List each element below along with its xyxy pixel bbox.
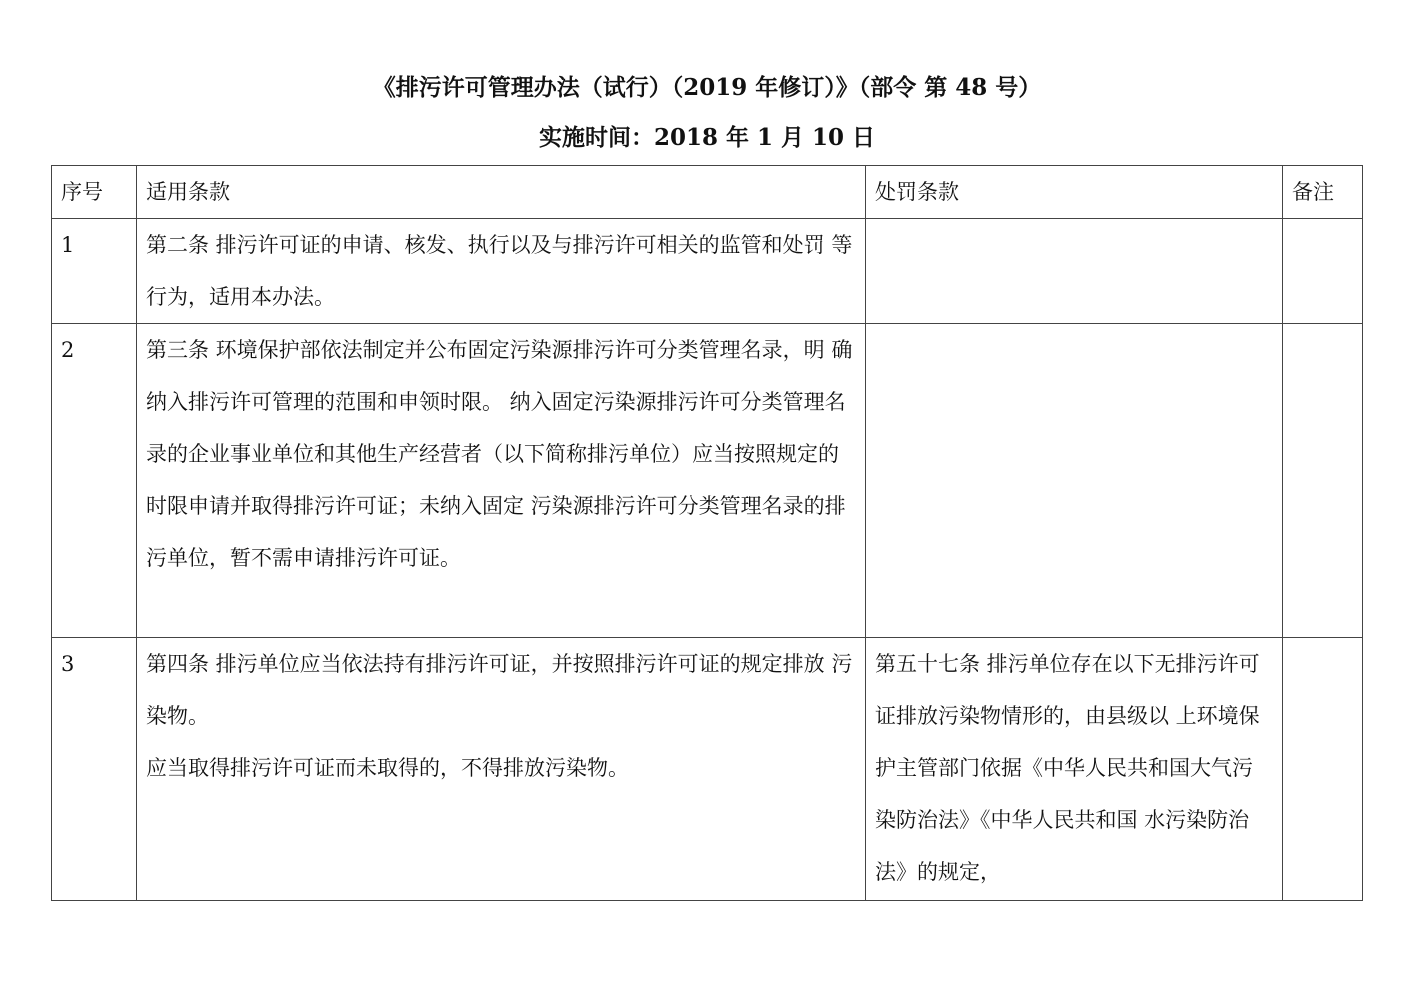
table-row <box>52 638 1363 901</box>
cell-seq: 2 <box>52 324 137 638</box>
table-row <box>52 324 1363 638</box>
cell-applicable <box>137 219 866 324</box>
cell-note <box>1283 638 1363 901</box>
cell-note <box>1283 324 1363 638</box>
cell-seq: 3 <box>52 638 137 901</box>
clause-text: 第二条 排污许可证的申请、核发、执行以及与排污许可相关的监管和处罚 等行为，适用本办法。 <box>146 233 853 309</box>
clause-text: 应当取得排污许可证而未取得的，不得排放污染物。 <box>146 756 629 780</box>
clauses-table <box>51 165 1363 901</box>
table-header-row <box>52 166 1363 219</box>
cell-seq: 1 <box>52 219 137 324</box>
document-title: 《排污许可管理办法（试行）（2019 年修订）》（部令 第 48 号） <box>372 74 1042 101</box>
clause-text: 第三条 环境保护部依法制定并公布固定污染源排污许可分类管理名录，明 确纳入排污许可管理的范围和申领时限。 纳入固定污染源排污许可分类管理名录的企业事业单位和其他生产经营者（以下简称排污单位）应当按照规定的时限申请并取得排污许可证；未纳入固定 污染源排污许可分类管理名录的排污单位，暂不需申请排污许可证。 <box>146 338 853 570</box>
column-header-applicable: 适用条款 <box>137 166 866 219</box>
column-header-note: 备注 <box>1283 166 1363 219</box>
cell-penalty <box>866 219 1283 324</box>
effective-date: 实施时间：2018 年 1 月 10 日 <box>538 124 876 151</box>
column-header-penalty: 处罚条款 <box>866 166 1283 219</box>
cell-penalty <box>866 324 1283 638</box>
table-row <box>52 219 1363 324</box>
cell-penalty: 第五十七条 排污单位存在以下无排污许可证排放污染物情形的，由县级以 上环境保护主管部门依据《中华人民共和国大气污染防治法》《中华人民共和国 水污染防治法》的规定， <box>866 638 1283 901</box>
cell-applicable <box>137 638 866 901</box>
column-header-seq: 序号 <box>52 166 137 219</box>
cell-applicable <box>137 324 866 638</box>
cell-note <box>1283 219 1363 324</box>
clause-text: 第四条 排污单位应当依法持有排污许可证，并按照排污许可证的规定排放 污染物。 <box>146 652 853 728</box>
